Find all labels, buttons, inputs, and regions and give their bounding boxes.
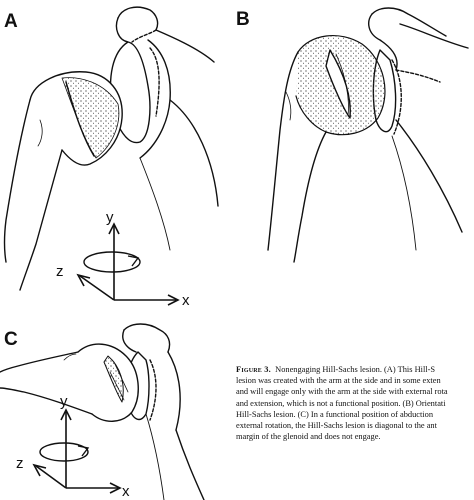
panel-c-y-axis-label: y [60,393,68,410]
panel-a-z-axis-label: z [56,263,64,280]
caption-line-3: and will engage only with the arm at the side with external rota [236,387,448,397]
panel-a-illustration [5,7,219,290]
caption-text-1: Nonengaging Hill-Sachs lesion. (A) This Hill-S [275,365,436,374]
panel-b-label: B [236,9,250,30]
panel-c-illustration [0,324,204,500]
figure-label: Figure 3. [236,365,271,374]
caption-line-4: and extension, which is not a functional position. (B) Orientati [236,398,446,408]
caption-line-2: lesion was created with the arm at the side and in some exten [236,376,441,386]
caption-line-5: Hill-Sachs lesion. (C) In a functional position of abduction [236,409,434,419]
panel-a-label: A [4,11,18,32]
panel-c-x-axis-label: x [122,483,130,500]
panel-b-illustration [268,8,468,262]
panel-c-label: C [4,329,18,350]
panel-c-z-axis-label: z [16,455,24,472]
panel-a-axis-triad [78,224,178,305]
panel-c-axis-triad [34,410,120,493]
panel-a-y-axis-label: y [106,209,114,226]
caption-line-1 [236,364,474,375]
caption-line-6: external rotation, the Hill-Sachs lesion is diagonal to the ant [236,421,437,431]
figure-caption [236,364,474,442]
panel-a-x-axis-label: x [182,292,190,309]
caption-line-7: margin of the glenoid and does not engage. [236,432,381,442]
